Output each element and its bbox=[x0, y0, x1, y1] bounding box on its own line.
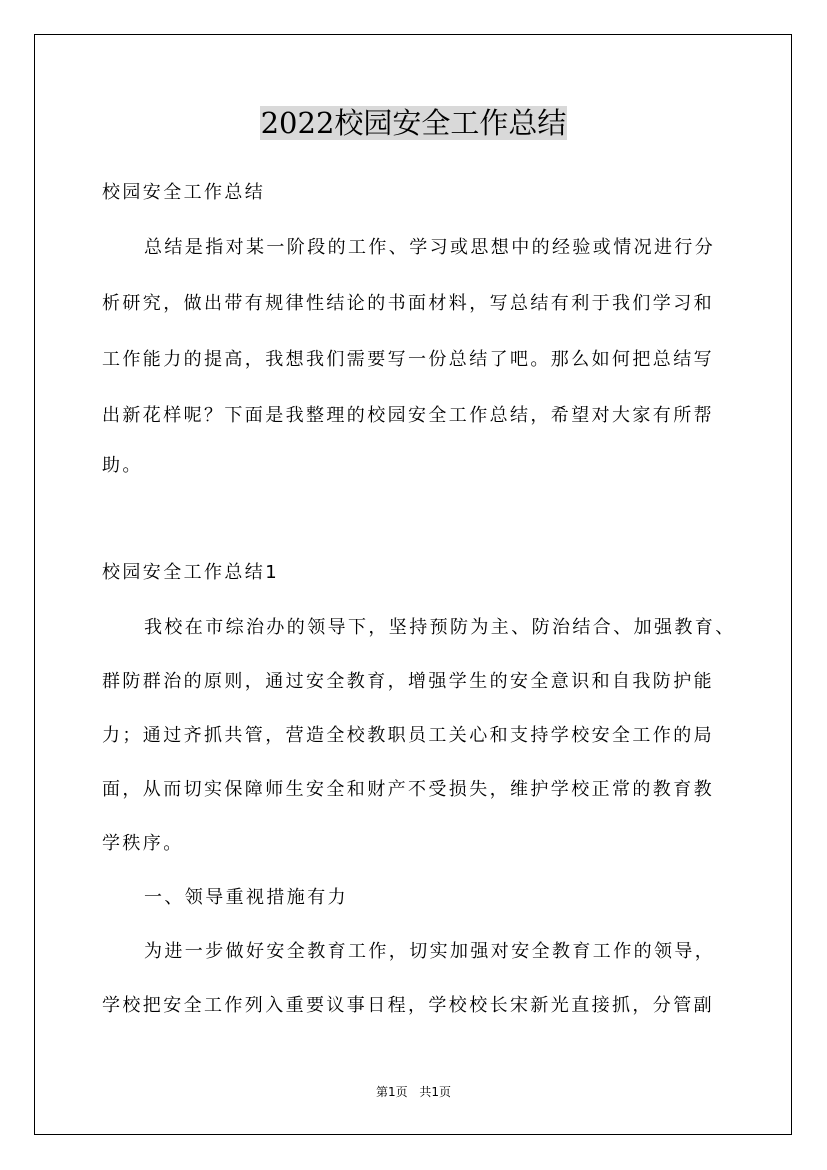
intro-line: 助。 bbox=[102, 455, 143, 476]
paragraph-line: 学校把安全工作列入重要议事日程，学校校长宋新光直接抓，分管副 bbox=[102, 995, 714, 1016]
section-heading: 校园安全工作总结1 bbox=[102, 562, 280, 583]
section-line: 学秩序。 bbox=[102, 833, 184, 854]
page-number: 第1页 bbox=[375, 1085, 408, 1099]
page-footer bbox=[0, 1083, 827, 1100]
intro-line: 析研究，做出带有规律性结论的书面材料，写总结有利于我们学习和 bbox=[102, 293, 714, 314]
intro-line: 工作能力的提高，我想我们需要写一份总结了吧。那么如何把总结写 bbox=[102, 349, 714, 370]
section-line: 面，从而切实保障师生安全和财产不受损失，维护学校正常的教育教 bbox=[102, 779, 714, 800]
intro-line: 总结是指对某一阶段的工作、学习或思想中的经验或情况进行分 bbox=[144, 237, 716, 258]
document-title: 2022校园安全工作总结 bbox=[260, 106, 567, 140]
section-line: 我校在市综治办的领导下，坚持预防为主、防治结合、加强教育、 bbox=[144, 617, 736, 638]
page-total: 共1页 bbox=[419, 1085, 452, 1099]
subtitle: 校园安全工作总结 bbox=[102, 182, 266, 203]
section-line: 力；通过齐抓共管，营造全校教职员工关心和支持学校安全工作的局 bbox=[102, 725, 714, 746]
intro-line: 出新花样呢？下面是我整理的校园安全工作总结，希望对大家有所帮 bbox=[102, 405, 714, 426]
subheading: 一、领导重视措施有力 bbox=[144, 887, 348, 908]
section-line: 群防群治的原则，通过安全教育，增强学生的安全意识和自我防护能 bbox=[102, 671, 714, 692]
paragraph-line: 为进一步做好安全教育工作，切实加强对安全教育工作的领导， bbox=[144, 941, 716, 962]
